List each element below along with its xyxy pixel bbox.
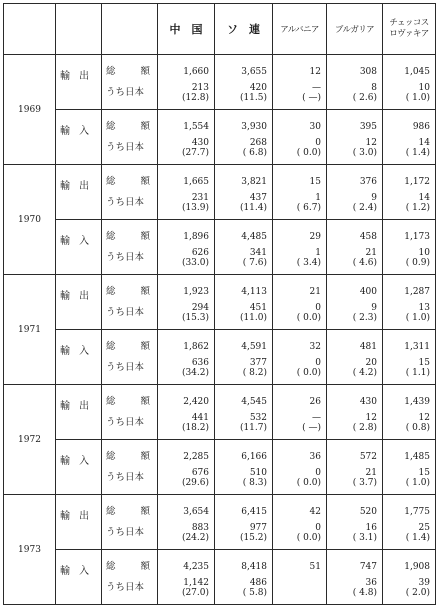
- value-cell-ussr: [215, 165, 273, 220]
- value-cell-czechoslovakia: [383, 385, 436, 440]
- total-value: 481: [359, 342, 377, 352]
- japan-value: 510: [249, 468, 267, 478]
- total-value: 308: [359, 67, 377, 77]
- sub-label-cell: [102, 550, 158, 605]
- total-value: 4,545: [241, 397, 267, 407]
- japan-share: ( 0.0): [296, 148, 321, 158]
- sub-label-cell: [102, 440, 158, 495]
- total-value: 572: [359, 452, 377, 462]
- total-value: 8,418: [241, 562, 267, 572]
- japan-value: 430: [191, 138, 209, 148]
- japan-share: (24.2): [181, 533, 209, 543]
- japan-share: ( 4.2): [352, 368, 377, 378]
- country-header-czechoslovakia: [383, 4, 436, 55]
- value-cell-china: [158, 110, 215, 165]
- table-row: [4, 440, 436, 495]
- japan-value: 10: [418, 248, 430, 258]
- total-value: 1,862: [183, 342, 209, 352]
- value-cell-albania: [273, 110, 327, 165]
- value-cell-bulgaria: [327, 165, 383, 220]
- japan-value: 14: [418, 193, 430, 203]
- flow-cell: 輸 出: [56, 55, 102, 110]
- total-value: 6,415: [241, 507, 267, 517]
- value-cell-china: [158, 55, 215, 110]
- japan-share: [273, 588, 321, 598]
- table-body: [4, 55, 436, 605]
- total-label: 総 額: [106, 286, 153, 297]
- total-value: 6,166: [241, 452, 267, 462]
- total-label: 総 額: [106, 121, 153, 132]
- value-cell-albania: [273, 550, 327, 605]
- japan-share: ( 1.4): [405, 533, 430, 543]
- japan-value: 1: [315, 248, 321, 258]
- japan-share: ( 7.6): [242, 258, 267, 268]
- japan-value: 0: [315, 523, 321, 533]
- total-value: 12: [309, 67, 321, 77]
- total-label: 総 額: [106, 176, 153, 187]
- year-cell: 1973: [4, 495, 56, 605]
- japan-value: 0: [315, 468, 321, 478]
- sub-label-cell: [102, 220, 158, 275]
- japan-value: 39: [418, 578, 430, 588]
- trade-table: [3, 3, 436, 605]
- value-cell-albania: [273, 220, 327, 275]
- country-header-albania: アルバニア: [273, 4, 327, 55]
- sub-label-cell: [102, 385, 158, 440]
- japan-value: 20: [365, 358, 377, 368]
- total-label: 総 額: [106, 341, 153, 352]
- japan-value: 21: [365, 248, 377, 258]
- value-cell-ussr: [215, 385, 273, 440]
- total-value: 458: [359, 232, 377, 242]
- japan-share: (33.0): [181, 258, 209, 268]
- value-cell-albania: [273, 440, 327, 495]
- sub-label-cell: [102, 275, 158, 330]
- japan-share: ( 8.2): [242, 368, 267, 378]
- total-value: 1,775: [404, 507, 430, 517]
- japan-share: (15.3): [181, 313, 209, 323]
- total-value: 1,554: [183, 122, 209, 132]
- table-row: [4, 220, 436, 275]
- japan-share: ( 2.3): [352, 313, 377, 323]
- japan-share: (34.2): [181, 368, 209, 378]
- flow-cell: 輸 入: [56, 440, 102, 495]
- value-cell-bulgaria: [327, 495, 383, 550]
- japan-label: うち日本: [106, 472, 145, 483]
- japan-share: (15.2): [239, 533, 267, 543]
- total-value: 3,930: [241, 122, 267, 132]
- japan-share: ( 3.1): [352, 533, 377, 543]
- value-cell-czechoslovakia: [383, 495, 436, 550]
- japan-share: (13.9): [181, 203, 209, 213]
- japan-value: 0: [315, 303, 321, 313]
- total-value: 51: [309, 562, 321, 572]
- flow-cell: 輸 出: [56, 495, 102, 550]
- japan-share: ( 0.0): [296, 478, 321, 488]
- total-value: 36: [309, 452, 321, 462]
- total-value: 1,311: [404, 342, 430, 352]
- total-value: 42: [309, 507, 321, 517]
- japan-label: うち日本: [106, 197, 145, 208]
- japan-share: ( 1.2): [405, 203, 430, 213]
- japan-label: うち日本: [106, 417, 145, 428]
- value-cell-china: [158, 165, 215, 220]
- total-value: 3,821: [241, 177, 267, 187]
- total-value: 1,287: [404, 287, 430, 297]
- total-value: 4,485: [241, 232, 267, 242]
- japan-value: 12: [365, 138, 377, 148]
- value-cell-china: [158, 220, 215, 275]
- value-cell-china: [158, 495, 215, 550]
- value-cell-ussr: [215, 550, 273, 605]
- japan-share: ( 1.0): [405, 93, 430, 103]
- japan-value: 25: [418, 523, 430, 533]
- japan-share: ( —): [302, 93, 321, 103]
- total-value: 376: [359, 177, 377, 187]
- value-cell-bulgaria: [327, 55, 383, 110]
- japan-share: ( 1.0): [405, 313, 430, 323]
- flow-cell: 輸 入: [56, 110, 102, 165]
- japan-share: (27.7): [181, 148, 209, 158]
- corner-cell: [4, 4, 56, 55]
- japan-label: うち日本: [106, 527, 145, 538]
- japan-share: ( 0.0): [296, 533, 321, 543]
- japan-share: ( 3.4): [296, 258, 321, 268]
- japan-value: 341: [249, 248, 267, 258]
- japan-value: 13: [418, 303, 430, 313]
- header-row: [4, 4, 436, 55]
- japan-share: ( 3.7): [352, 478, 377, 488]
- country-header-czechoslovakia-label: チェッコス ロヴァキア: [389, 18, 429, 39]
- japan-share: (11.0): [239, 313, 267, 323]
- japan-value: 441: [191, 413, 209, 423]
- japan-share: ( 0.0): [296, 313, 321, 323]
- value-cell-albania: [273, 55, 327, 110]
- japan-value: 9: [371, 193, 377, 203]
- total-label: 総 額: [106, 451, 153, 462]
- japan-share: ( 2.4): [352, 203, 377, 213]
- japan-share: ( —): [302, 423, 321, 433]
- total-label: 総 額: [106, 66, 153, 77]
- total-value: 1,173: [404, 232, 430, 242]
- value-cell-bulgaria: [327, 330, 383, 385]
- japan-value: 9: [371, 303, 377, 313]
- japan-value: 437: [249, 193, 267, 203]
- value-cell-china: [158, 440, 215, 495]
- country-header-bulgaria: ブルガリア: [327, 4, 383, 55]
- value-cell-czechoslovakia: [383, 165, 436, 220]
- flow-cell: 輸 出: [56, 165, 102, 220]
- total-value: 986: [412, 122, 430, 132]
- value-cell-czechoslovakia: [383, 110, 436, 165]
- year-cell: 1971: [4, 275, 56, 385]
- sub-label-cell: [102, 330, 158, 385]
- japan-share: ( 1.4): [405, 148, 430, 158]
- japan-value: 213: [191, 83, 209, 93]
- table-row: [4, 550, 436, 605]
- total-value: 400: [359, 287, 377, 297]
- japan-share: ( 1.0): [405, 478, 430, 488]
- table-row: [4, 110, 436, 165]
- total-value: 15: [309, 177, 321, 187]
- year-cell: 1972: [4, 385, 56, 495]
- japan-share: ( 4.8): [352, 588, 377, 598]
- flow-cell: 輸 入: [56, 220, 102, 275]
- japan-value: 10: [418, 83, 430, 93]
- japan-label: うち日本: [106, 252, 145, 263]
- japan-value: [273, 578, 321, 588]
- total-label: 総 額: [106, 561, 153, 572]
- country-header-china: 中 国: [158, 4, 215, 55]
- japan-value: 294: [191, 303, 209, 313]
- japan-value: 0: [315, 358, 321, 368]
- corner-cell: [102, 4, 158, 55]
- table-row: [4, 165, 436, 220]
- table-row: [4, 275, 436, 330]
- total-value: 520: [359, 507, 377, 517]
- sub-label-cell: [102, 165, 158, 220]
- japan-label: うち日本: [106, 87, 145, 98]
- japan-value: 377: [249, 358, 267, 368]
- japan-share: ( 6.8): [242, 148, 267, 158]
- japan-share: ( 5.8): [242, 588, 267, 598]
- value-cell-ussr: [215, 495, 273, 550]
- total-value: 2,420: [183, 397, 209, 407]
- sub-label-cell: [102, 110, 158, 165]
- japan-value: 12: [418, 413, 430, 423]
- japan-value: 420: [249, 83, 267, 93]
- value-cell-czechoslovakia: [383, 330, 436, 385]
- value-cell-albania: [273, 165, 327, 220]
- japan-share: ( 0.0): [296, 368, 321, 378]
- total-value: 1,896: [183, 232, 209, 242]
- japan-value: 36: [365, 578, 377, 588]
- total-value: 4,591: [241, 342, 267, 352]
- japan-value: 0: [315, 138, 321, 148]
- japan-share: ( 2.6): [352, 93, 377, 103]
- japan-value: 15: [418, 468, 430, 478]
- japan-value: 626: [191, 248, 209, 258]
- total-value: 1,045: [404, 67, 430, 77]
- table-row: [4, 495, 436, 550]
- table-row: [4, 385, 436, 440]
- total-value: 21: [309, 287, 321, 297]
- sub-label-cell: [102, 495, 158, 550]
- japan-share: (11.4): [239, 203, 267, 213]
- total-value: 32: [309, 342, 321, 352]
- value-cell-ussr: [215, 110, 273, 165]
- year-cell: 1970: [4, 165, 56, 275]
- japan-value: 268: [249, 138, 267, 148]
- japan-label: うち日本: [106, 142, 145, 153]
- total-value: 1,172: [404, 177, 430, 187]
- japan-label: うち日本: [106, 307, 145, 318]
- value-cell-albania: [273, 385, 327, 440]
- japan-value: 883: [191, 523, 209, 533]
- japan-share: ( 0.9): [405, 258, 430, 268]
- value-cell-bulgaria: [327, 220, 383, 275]
- japan-share: (11.7): [239, 423, 267, 433]
- value-cell-bulgaria: [327, 110, 383, 165]
- value-cell-czechoslovakia: [383, 550, 436, 605]
- value-cell-bulgaria: [327, 385, 383, 440]
- japan-value: —: [312, 83, 321, 93]
- japan-value: 14: [418, 138, 430, 148]
- japan-value: 451: [249, 303, 267, 313]
- table-row: [4, 330, 436, 385]
- japan-value: —: [312, 413, 321, 423]
- japan-share: ( 0.8): [405, 423, 430, 433]
- value-cell-ussr: [215, 55, 273, 110]
- total-value: 29: [309, 232, 321, 242]
- total-value: 26: [309, 397, 321, 407]
- value-cell-ussr: [215, 440, 273, 495]
- japan-share: ( 6.7): [296, 203, 321, 213]
- table-row: [4, 55, 436, 110]
- value-cell-ussr: [215, 330, 273, 385]
- total-value: 4,235: [183, 562, 209, 572]
- value-cell-albania: [273, 495, 327, 550]
- value-cell-china: [158, 385, 215, 440]
- total-label: 総 額: [106, 231, 153, 242]
- japan-value: 486: [249, 578, 267, 588]
- japan-value: 532: [249, 413, 267, 423]
- corner-cell: [56, 4, 102, 55]
- flow-cell: 輸 入: [56, 550, 102, 605]
- japan-value: 21: [365, 468, 377, 478]
- total-value: 1,923: [183, 287, 209, 297]
- value-cell-china: [158, 330, 215, 385]
- japan-label: うち日本: [106, 362, 145, 373]
- japan-share: (27.0): [181, 588, 209, 598]
- japan-share: (18.2): [181, 423, 209, 433]
- value-cell-china: [158, 275, 215, 330]
- value-cell-bulgaria: [327, 275, 383, 330]
- japan-value: 636: [191, 358, 209, 368]
- sub-label-cell: [102, 55, 158, 110]
- total-value: 3,655: [241, 67, 267, 77]
- total-value: 4,113: [241, 287, 267, 297]
- japan-value: 16: [365, 523, 377, 533]
- total-label: 総 額: [106, 506, 153, 517]
- year-cell: 1969: [4, 55, 56, 165]
- japan-share: ( 3.0): [352, 148, 377, 158]
- value-cell-czechoslovakia: [383, 220, 436, 275]
- japan-value: 1,142: [183, 578, 209, 588]
- japan-value: 12: [365, 413, 377, 423]
- value-cell-ussr: [215, 275, 273, 330]
- japan-share: ( 1.1): [405, 368, 430, 378]
- japan-share: (29.6): [181, 478, 209, 488]
- japan-value: 1: [315, 193, 321, 203]
- total-value: 1,665: [183, 177, 209, 187]
- total-value: 2,285: [183, 452, 209, 462]
- value-cell-czechoslovakia: [383, 55, 436, 110]
- total-value: 3,654: [183, 507, 209, 517]
- flow-cell: 輸 入: [56, 330, 102, 385]
- japan-value: 977: [249, 523, 267, 533]
- total-value: 30: [309, 122, 321, 132]
- value-cell-albania: [273, 330, 327, 385]
- total-value: 1,908: [404, 562, 430, 572]
- japan-value: 231: [191, 193, 209, 203]
- value-cell-ussr: [215, 220, 273, 275]
- total-value: 430: [359, 397, 377, 407]
- japan-share: ( 2.0): [405, 588, 430, 598]
- total-value: 1,660: [183, 67, 209, 77]
- japan-share: ( 8.3): [242, 478, 267, 488]
- japan-share: (12.8): [181, 93, 209, 103]
- total-value: 395: [359, 122, 377, 132]
- value-cell-czechoslovakia: [383, 440, 436, 495]
- total-label: 総 額: [106, 396, 153, 407]
- total-value: 1,439: [404, 397, 430, 407]
- country-header-ussr: ソ 連: [215, 4, 273, 55]
- japan-value: 8: [371, 83, 377, 93]
- flow-cell: 輸 出: [56, 385, 102, 440]
- flow-cell: 輸 出: [56, 275, 102, 330]
- total-value: 1,485: [404, 452, 430, 462]
- value-cell-albania: [273, 275, 327, 330]
- japan-label: うち日本: [106, 582, 145, 593]
- total-value: 747: [359, 562, 377, 572]
- value-cell-bulgaria: [327, 550, 383, 605]
- value-cell-china: [158, 550, 215, 605]
- japan-share: ( 2.8): [352, 423, 377, 433]
- japan-value: 15: [418, 358, 430, 368]
- japan-value: 676: [191, 468, 209, 478]
- value-cell-czechoslovakia: [383, 275, 436, 330]
- japan-share: ( 4.6): [352, 258, 377, 268]
- japan-share: (11.5): [239, 93, 267, 103]
- value-cell-bulgaria: [327, 440, 383, 495]
